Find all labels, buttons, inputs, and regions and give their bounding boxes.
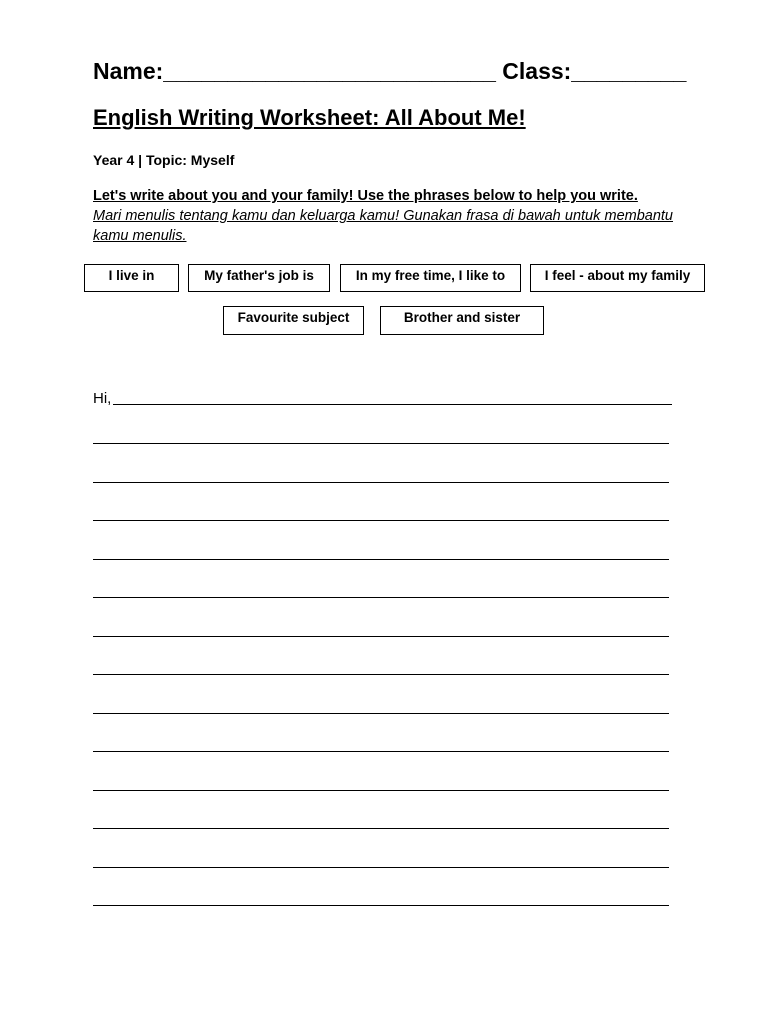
phrase-box-father-job: My father's job is — [188, 264, 330, 292]
phrase-box-favourite-subject: Favourite subject — [223, 306, 364, 335]
writing-line[interactable] — [93, 905, 669, 906]
name-class-header: Name:__________________________ Class:_________ — [93, 58, 687, 84]
worksheet-subtitle: Year 4 | Topic: Myself — [93, 152, 235, 168]
writing-line[interactable] — [93, 867, 669, 868]
greeting-writing-line[interactable] — [113, 404, 672, 405]
writing-line[interactable] — [93, 482, 669, 483]
instruction-malay: Mari menulis tentang kamu dan keluarga kamu! Gunakan frasa di bawah untuk membantu kamu menulis. — [93, 208, 673, 244]
worksheet-title: English Writing Worksheet: All About Me! — [93, 105, 526, 130]
writing-line[interactable] — [93, 674, 669, 675]
greeting-label: Hi, — [93, 390, 112, 407]
writing-line[interactable] — [93, 828, 669, 829]
writing-line[interactable] — [93, 559, 669, 560]
phrase-box-live: I live in — [84, 264, 179, 292]
writing-line[interactable] — [93, 751, 669, 752]
writing-line[interactable] — [93, 636, 669, 637]
writing-line[interactable] — [93, 520, 669, 521]
instruction-english: Let's write about you and your family! Use the phrases below to help you write. — [93, 188, 638, 204]
phrase-box-free-time: In my free time, I like to — [340, 264, 521, 292]
writing-line[interactable] — [93, 443, 669, 444]
phrase-box-brother-sister: Brother and sister — [380, 306, 544, 335]
writing-line[interactable] — [93, 790, 669, 791]
writing-line[interactable] — [93, 597, 669, 598]
phrase-box-feel-family: I feel - about my family — [530, 264, 705, 292]
writing-line[interactable] — [93, 713, 669, 714]
